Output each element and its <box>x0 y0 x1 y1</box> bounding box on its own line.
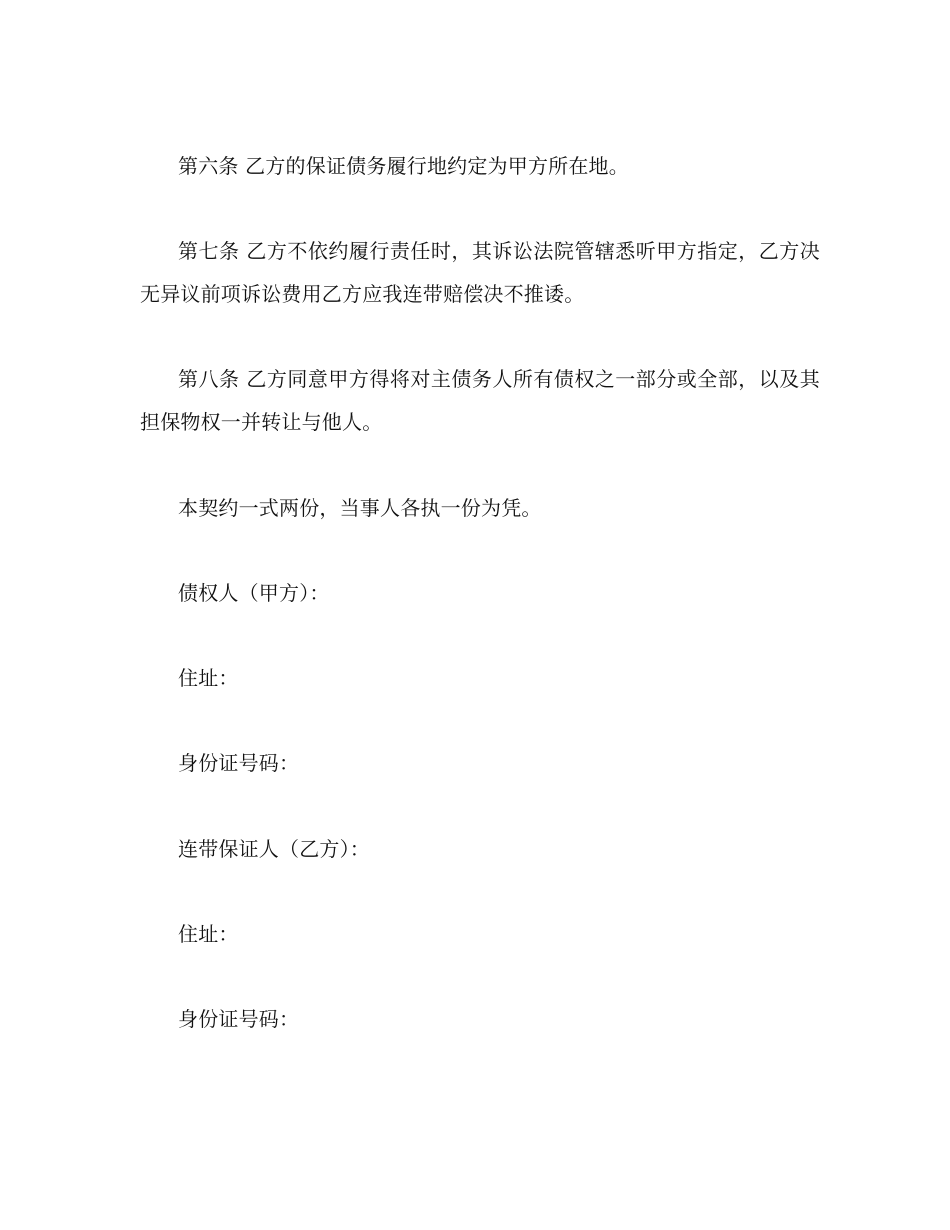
article-8: 第八条 乙方同意甲方得将对主债务人所有债权之一部分或全部，以及其担保物权一并转让与他人。 <box>140 367 820 434</box>
creditor-label: 债权人（甲方）： <box>178 581 330 605</box>
closing-statement: 本契约一式两份，当事人各执一份为凭。 <box>178 496 542 520</box>
article-6: 第六条 乙方的保证债务履行地约定为甲方所在地。 <box>178 154 629 178</box>
guarantor-address-label: 住址： <box>178 922 239 946</box>
article-7: 第七条 乙方不依约履行责任时，其诉讼法院管辖悉听甲方指定，乙方决无异议前项诉讼费用乙方应我连带赔偿决不推诿。 <box>140 239 820 306</box>
creditor-id-label: 身份证号码： <box>178 751 300 775</box>
guarantor-label: 连带保证人（乙方）： <box>178 837 370 861</box>
guarantor-id-label: 身份证号码： <box>178 1007 300 1031</box>
creditor-address-label: 住址： <box>178 666 239 690</box>
